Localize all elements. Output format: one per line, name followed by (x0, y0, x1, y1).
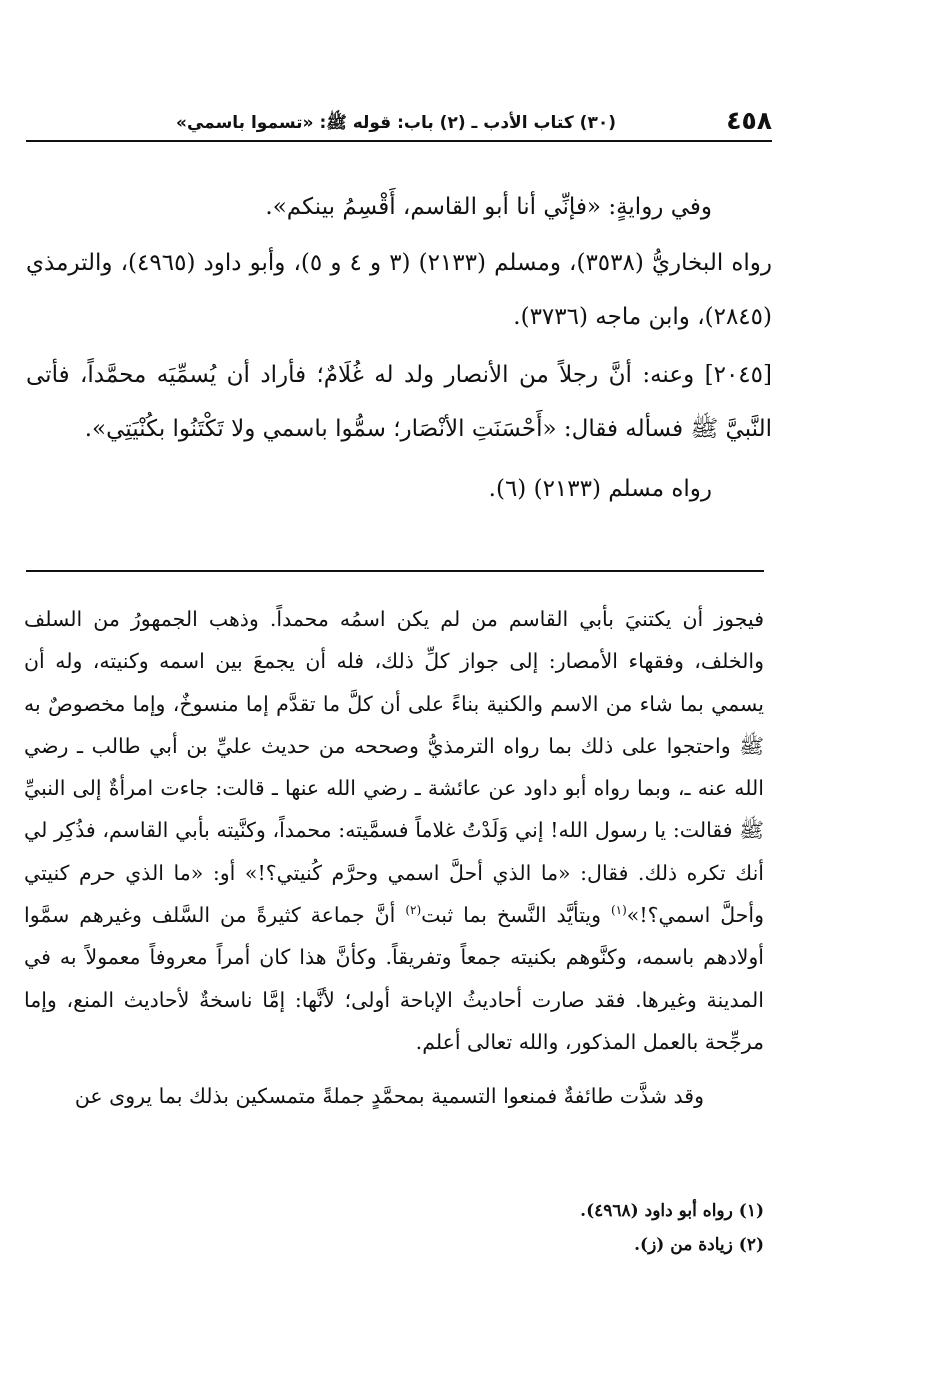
footnote-2 (160, 1228, 764, 1262)
hadith-number: [٢٠٤٥] (704, 362, 772, 388)
hadith-takhrij-muslim: رواه مسلم (٢١٣٣) (٦). (488, 476, 712, 502)
commentary-section (24, 598, 764, 1118)
footnote-text: رواه أبو داود (٤٩٦٨). (580, 1201, 733, 1221)
running-header (26, 106, 772, 142)
footnote-text: زيادة من (ز). (634, 1235, 733, 1255)
section-divider (26, 570, 764, 572)
hadith-entry (26, 348, 772, 456)
footnote-marker: (٢) (738, 1235, 764, 1255)
footnote-reference-1[interactable]: (١) (610, 903, 627, 918)
footnote-marker: (١) (738, 1201, 764, 1221)
footnote-reference-2[interactable]: (٢) (405, 903, 422, 918)
hadith-section (26, 180, 772, 516)
hadith-text: وعنه: أنَّ رجلاً من الأنصار ولد له غُلَامٌ؛ فأراد أن يُسمِّيَه محمَّداً، فأتى النَّبيَّ ﷺ فسأله فقال: «أَحْسَنَتِ الأنْصَار؛ سمُّوا باسمي ولا تَكْتَنُوا بكُنْيَتِي». (26, 362, 772, 442)
running-title: (٣٠) كتاب الأدب ـ (٢) باب: قوله ﷺ: «تسموا باسمي» (176, 113, 616, 133)
footnote-1 (160, 1194, 764, 1228)
hadith-takhrij: رواه البخاريُّ (٣٥٣٨)، ومسلم (٢١٣٣) (٣ و ٤ و ٥)، وأبو داود (٤٩٦٥)، والترمذي (٢٨٤٥)، وابن ماجه (٣٧٣٦). (26, 250, 772, 330)
commentary-text-part-1: فيجوز أن يكتنيَ بأبي القاسم من لم يكن اسمُه محمداً. وذهب الجمهورُ من السلف والخلف، وفقهاء الأمصار: إلى جواز كلِّ ذلك، فله أن يجمعَ بين اسمه وكنيته، وله أن يسمي بما شاء من الاسم والكنية بناءً على أن كلَّ ما تقدَّم إما منسوخٌ، وإما مخصوصٌ به ﷺ واحتجوا على ذلك بما رواه الترمذيُّ وصححه من حديث عليِّ بن أبي طالب ـ رضي الله عنه ـ، وبما رواه أبو داود عن عائشة ـ رضي الله عنها ـ قالت: جاءت امرأةٌ إلى النبيِّ ﷺ فقالت: يا رسول الله! إني وَلَدْتُ غلاماً فسمَّيته: محمداً، وكنَّيته بأبي القاسم، فذُكِر لي أنك تكره ذلك. فقال: «ما الذي أحلَّ اسمي وحرَّم كُنيتي؟!» أو: «ما الذي حرم كنيتي وأحلَّ اسمي؟!» (24, 607, 765, 928)
commentary-text-part-2: ويتأيَّد النَّسخ بما ثبت (421, 903, 611, 928)
commentary-text-part-3: أنَّ جماعة كثيرةً من السَّلف وغيرهم سمَّوا أولادهم باسمه، وكنَّوهم بكنيته جمعاً وتفريقاً. وكأنَّ هذا كان أمراً معروفاً معمولاً به في المدينة وغيرها. فقد صارت أحاديثُ الإباحة أولى؛ لأنَّها: إمَّا ناسخةٌ لأحاديث المنع، وإما مرجِّحة بالعمل المذكور، والله تعالى أعلم. (24, 903, 764, 1054)
footnotes (160, 1194, 764, 1262)
hadith-riwaya-line: وفي روايةٍ: «فإنِّي أنا أبو القاسم، أَقْسِمُ بينكم». (265, 194, 712, 220)
commentary-paragraph-2: وقد شذَّت طائفةٌ فمنعوا التسمية بمحمَّدٍ جملةً متمسكين بذلك بما يروى عن (74, 1084, 704, 1109)
commentary-paragraph-1 (24, 598, 764, 1063)
page-number: ٤٥٨ (726, 106, 772, 135)
